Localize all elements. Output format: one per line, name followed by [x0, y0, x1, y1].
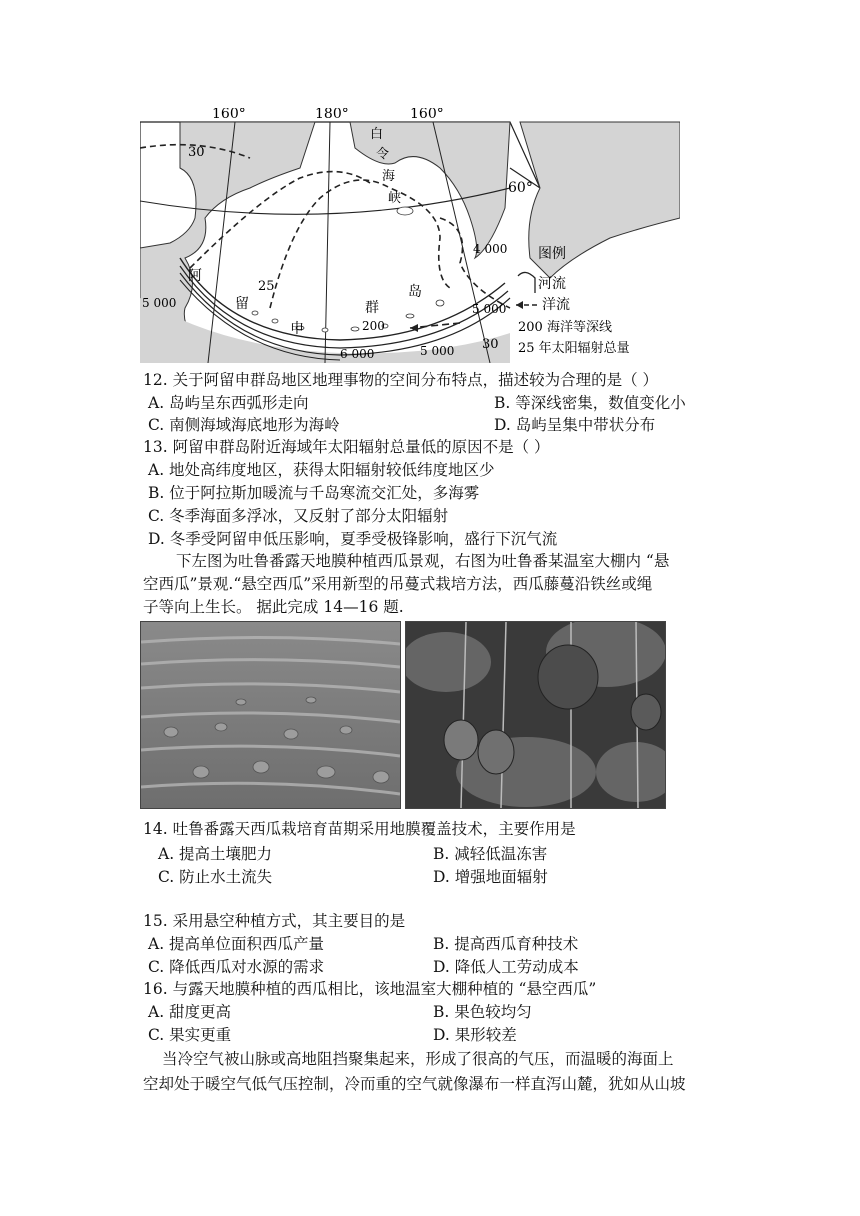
place-label-char: 峡 [388, 191, 402, 206]
lat-label-60: 60° [508, 180, 533, 196]
radiation-label: 30 [188, 145, 205, 160]
radiation-label: 25 [258, 279, 275, 294]
lon-label-160w: 160° [212, 108, 246, 122]
place-label-char: 海 [382, 169, 396, 184]
q13-option-d[interactable]: D. 冬季受阿留申低压影响，夏季受极锋影响，盛行下沉气流 [148, 530, 558, 548]
lon-label-160e: 160° [410, 108, 444, 122]
q14-option-c[interactable]: C. 防止水土流失 [158, 868, 273, 886]
q15-option-a[interactable]: A. 提高单位面积西瓜产量 [148, 935, 325, 953]
closing-line-2: 空却处于暖空气低气压控制，冷而重的空气就像瀑布一样直泻山麓，犹如从山坡 [143, 1075, 686, 1093]
q15-option-b[interactable]: B. 提高西瓜育种技术 [433, 935, 579, 953]
q12-option-b[interactable]: B. 等深线密集，数值变化小 [494, 394, 686, 412]
q14-option-d[interactable]: D. 增强地面辐射 [433, 868, 548, 886]
depth-label: 5 000 [420, 344, 455, 358]
depth-label: 6 000 [340, 347, 375, 361]
q13-option-c[interactable]: C. 冬季海面多浮冰，又反射了部分太阳辐射 [148, 507, 449, 525]
q13-stem: 13. 阿留申群岛附近海域年太阳辐射总量低的原因不是（ ） [143, 438, 550, 456]
legend-current: 洋流 [542, 297, 570, 313]
q16-option-a[interactable]: A. 甜度更高 [148, 1003, 232, 1021]
radiation-label: 30 [482, 337, 499, 352]
q14-option-a[interactable]: A. 提高土壤肥力 [158, 845, 273, 863]
q16-stem: 16. 与露天地膜种植的西瓜相比，该地温室大棚种植的 “悬空西瓜” [143, 980, 597, 998]
legend-river: 河流 [538, 276, 566, 292]
place-label-char: 令 [376, 147, 390, 162]
q16-option-d[interactable]: D. 果形较差 [433, 1026, 517, 1044]
q14-stem: 14. 吐鲁番露天西瓜栽培育苗期采用地膜覆盖技术，主要作用是 [143, 820, 576, 838]
depth-label: 5 000 [142, 296, 177, 310]
q15-option-d[interactable]: D. 降低人工劳动成本 [433, 958, 579, 976]
aleutian-map [140, 108, 680, 363]
depth-label: 5 000 [472, 302, 507, 316]
legend-depth: 200 海洋等深线 [518, 320, 612, 335]
depth-label: 200 [362, 319, 385, 333]
q14-option-b[interactable]: B. 减轻低温冻害 [433, 845, 548, 863]
intro-line-3: 子等向上生长。 据此完成 14—16 题. [143, 598, 404, 616]
legend-title: 图例 [538, 246, 566, 262]
q12-stem: 12. 关于阿留申群岛地区地理事物的空间分布特点，描述较为合理的是（ ） [143, 371, 659, 389]
q15-option-c[interactable]: C. 降低西瓜对水源的需求 [148, 958, 325, 976]
photo-hanging-watermelon [405, 621, 666, 809]
q16-option-b[interactable]: B. 果色较均匀 [433, 1003, 532, 1021]
depth-label: 4 000 [473, 242, 508, 256]
q16-option-c[interactable]: C. 果实更重 [148, 1026, 232, 1044]
closing-line-1: 当冷空气被山脉或高地阻挡聚集起来，形成了很高的气压，而温暖的海面上 [162, 1050, 674, 1068]
depth-label: 5 000 [140, 108, 143, 109]
q12-option-c[interactable]: C. 南侧海域海底地形为海岭 [148, 416, 340, 434]
place-label-char: 白 [370, 127, 384, 142]
island-label-char: 阿 [188, 268, 202, 284]
lon-label-180: 180° [315, 108, 349, 122]
intro-line-2: 空西瓜”景观.“悬空西瓜”采用新型的吊蔓式栽培方法，西瓜藤蔓沿铁丝或绳 [143, 575, 653, 593]
island-label-char: 留 [235, 296, 249, 312]
island-label-char: 岛 [408, 284, 422, 300]
q13-option-a[interactable]: A. 地处高纬度地区，获得太阳辐射较低纬度地区少 [148, 461, 495, 479]
island-label-char: 群 [365, 300, 379, 316]
photo-open-field-watermelon [140, 621, 401, 809]
q13-option-b[interactable]: B. 位于阿拉斯加暖流与千岛寒流交汇处，多海雾 [148, 484, 480, 502]
q15-stem: 15. 采用悬空种植方式，其主要目的是 [143, 912, 406, 930]
q12-option-d[interactable]: D. 岛屿呈集中带状分布 [494, 416, 656, 434]
q12-option-a[interactable]: A. 岛屿呈东西弧形走向 [148, 394, 309, 412]
legend-radiation: 25 年太阳辐射总量 [518, 341, 630, 356]
intro-line-1: 下左图为吐鲁番露天地膜种植西瓜景观，右图为吐鲁番某温室大棚内 “悬 [176, 552, 670, 570]
island-label-char: 申 [290, 321, 304, 337]
